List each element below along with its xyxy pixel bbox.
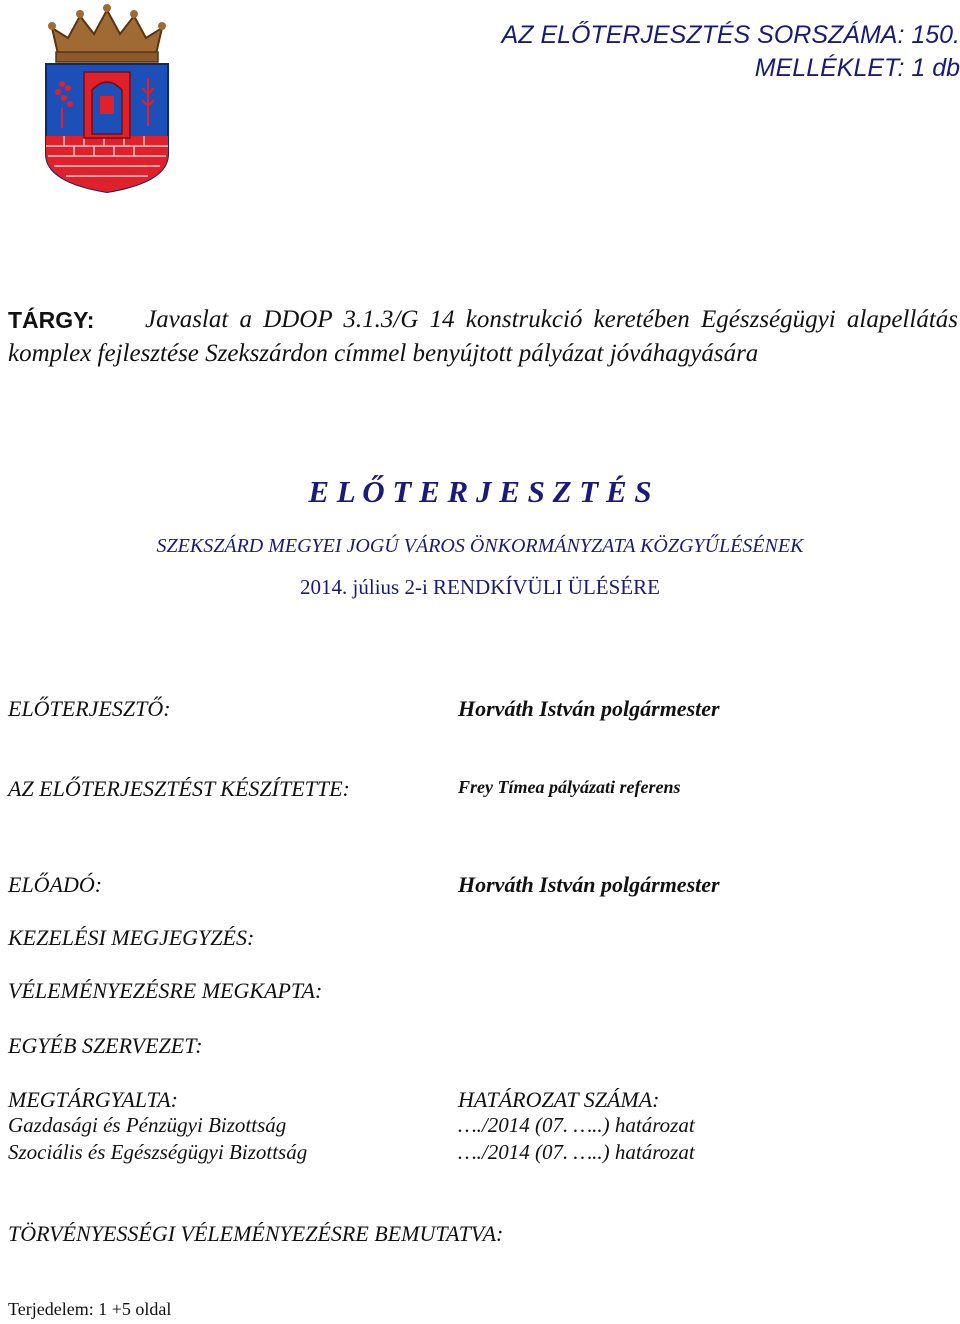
subject-text-content: Javaslat a DDOP 3.1.3/G 14 konstrukció keretében Egészségügyi alapellátás komplex fejlesztése Szekszárdon címmel benyújtott pályázat jóváhagyására [8, 306, 958, 367]
assembly-line: SZEKSZÁRD MEGYEI JOGÚ VÁROS ÖNKORMÁNYZATA KÖZGYŰLÉSÉNEK [156, 535, 804, 557]
opinion-label: VÉLEMÉNYEZÉSRE MEGKAPTA: [8, 978, 323, 1003]
proposal-number: AZ ELŐTERJESZTÉS SORSZÁMA: 150. [501, 21, 960, 49]
discussed-by-label: MEGTÁRGYALTA: [8, 1087, 178, 1112]
presenter-label: ELŐTERJESZTŐ: [8, 696, 171, 721]
page-length: Terjedelem: 1 +5 oldal [8, 1299, 172, 1319]
subject-label: TÁRGY: [8, 307, 95, 333]
coat-of-arms [44, 4, 170, 194]
session-line: 2014. július 2-i RENDKÍVÜLI ÜLÉSÉRE [300, 575, 660, 599]
prepared-by-label: AZ ELŐTERJESZTÉST KÉSZÍTETTE: [8, 776, 350, 801]
decision-number: …./2014 (07. …..) határozat [458, 1113, 695, 1137]
committee-name: Gazdasági és Pénzügyi Bizottság [8, 1113, 287, 1137]
legality-review-label: TÖRVÉNYESSÉGI VÉLEMÉNYEZÉSRE BEMUTATVA: [8, 1221, 504, 1246]
speaker-label: ELŐADÓ: [8, 872, 103, 897]
other-org-label: EGYÉB SZERVEZET: [8, 1033, 203, 1058]
prepared-by-value: Frey Tímea pályázati referens [458, 777, 681, 797]
crown-icon [48, 4, 166, 62]
presenter-value: Horváth István polgármester [458, 696, 720, 721]
document-heading: E L Ő T E R J E S Z T É S [308, 474, 652, 509]
decision-number-label: HATÁROZAT SZÁMA: [458, 1087, 660, 1112]
speaker-value: Horváth István polgármester [458, 872, 720, 897]
handling-note-label: KEZELÉSI MEGJEGYZÉS: [8, 925, 255, 950]
subject-text [8, 303, 958, 371]
committee-name: Szociális és Egészségügyi Bizottság [8, 1140, 308, 1164]
decision-number: …./2014 (07. …..) határozat [458, 1140, 695, 1164]
attachment-count: MELLÉKLET: 1 db [754, 54, 960, 82]
